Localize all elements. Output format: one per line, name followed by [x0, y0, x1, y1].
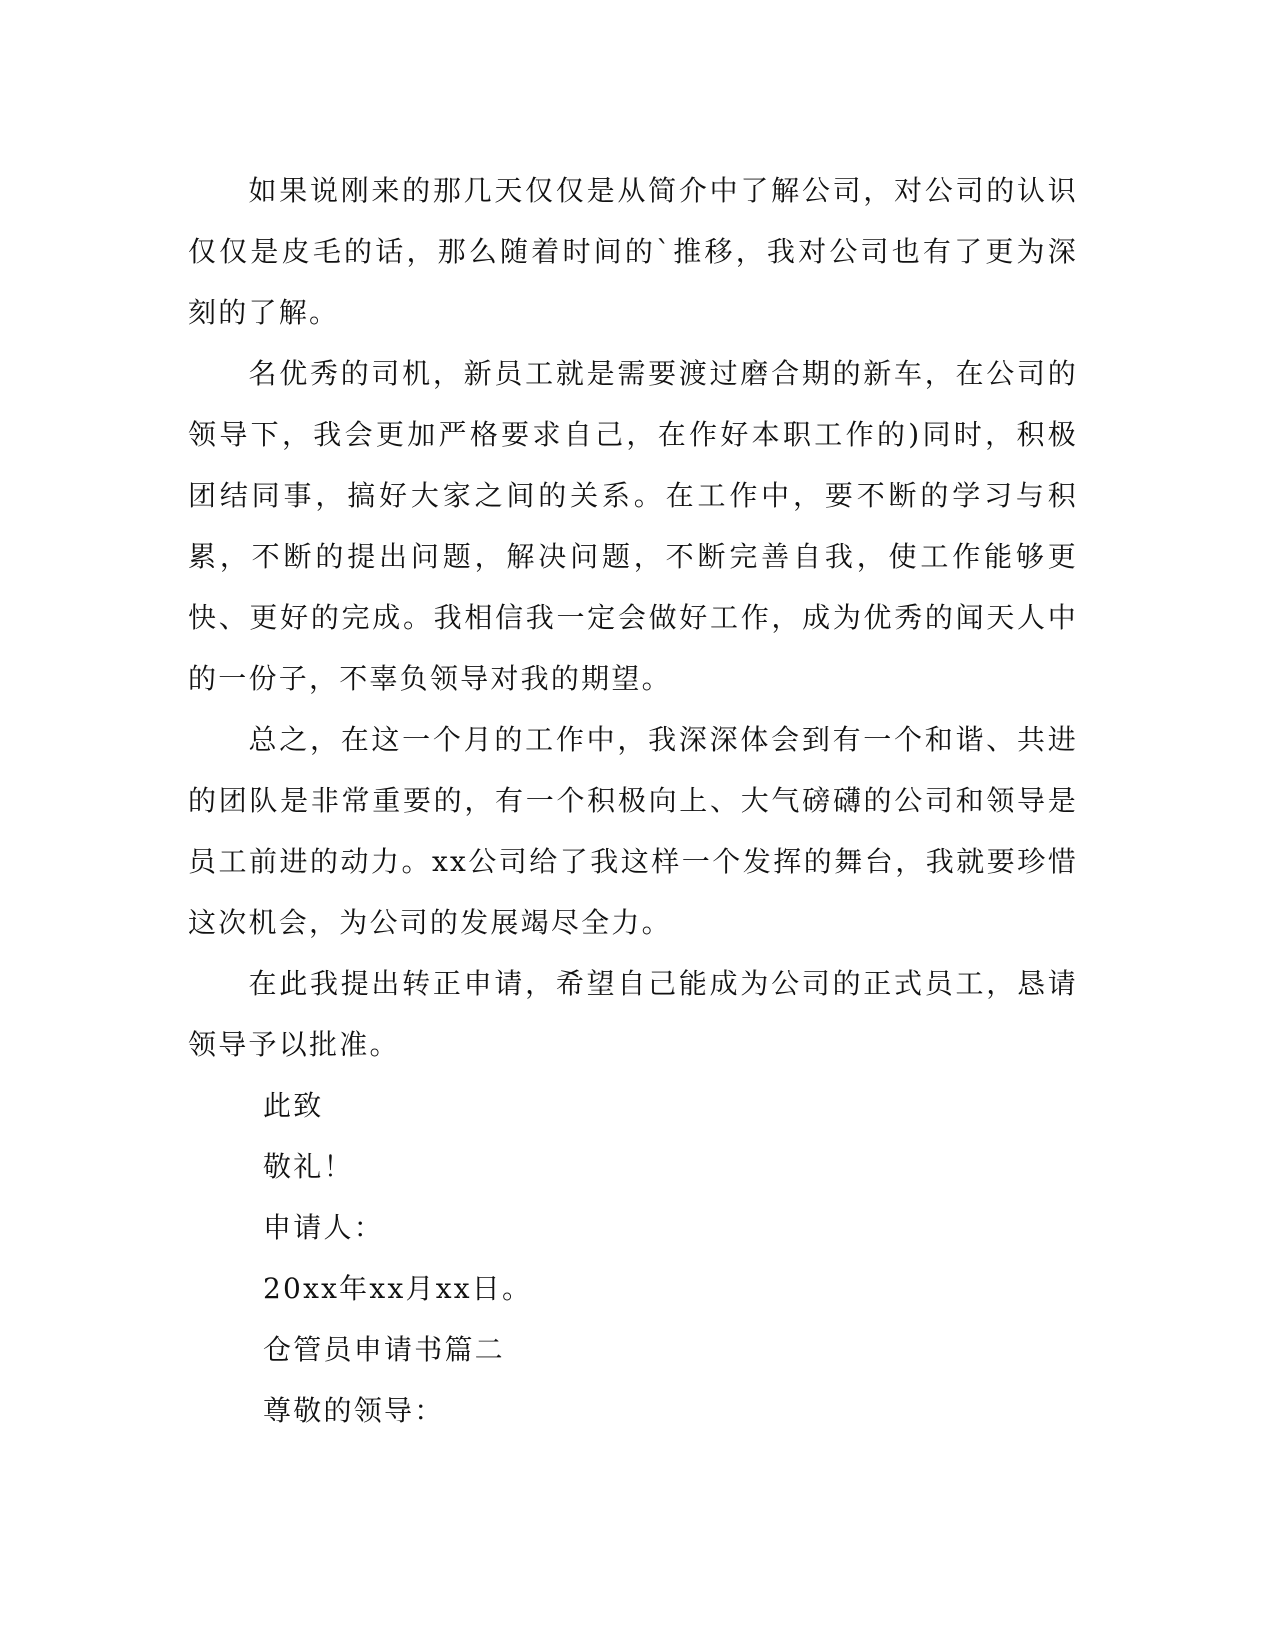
application-date: 20xx年xx月xx日。 [263, 1272, 533, 1305]
section-greeting: 尊敬的领导： [263, 1394, 445, 1427]
paragraph-summary: 总之，在这一个月的工作中，我深深体会到有一个和谐、共进的团队是非常重要的，有一个积极向上、大气磅礴的公司和领导是员工前进的动力。xx公司给了我这样一个发挥的舞台，我就要珍惜这次机会，为公司的发展竭尽全力。 [188, 723, 1078, 939]
applicant-label: 申请人： [263, 1211, 384, 1244]
section-heading: 仓管员申请书篇二 [263, 1333, 505, 1366]
closing-salutation-1: 此致 [263, 1089, 324, 1122]
paragraph-company-understanding: 如果说刚来的那几天仅仅是从简介中了解公司，对公司的认识仅仅是皮毛的话，那么随着时间的`推移，我对公司也有了更为深刻的了解。 [188, 174, 1078, 329]
closing-salutation-2: 敬礼！ [263, 1150, 354, 1183]
document-body [188, 160, 1078, 1441]
paragraph-new-employee: 名优秀的司机，新员工就是需要渡过磨合期的新车，在公司的领导下，我会更加严格要求自己，在作好本职工作的)同时，积极团结同事，搞好大家之间的关系。在工作中，要不断的学习与积累，不断的提出问题，解决问题，不断完善自我，使工作能够更快、更好的完成。我相信我一定会做好工作，成为优秀的闻天人中的一份子，不辜负领导对我的期望。 [188, 357, 1078, 695]
paragraph-application: 在此我提出转正申请，希望自己能成为公司的正式员工，恳请领导予以批准。 [188, 967, 1078, 1061]
